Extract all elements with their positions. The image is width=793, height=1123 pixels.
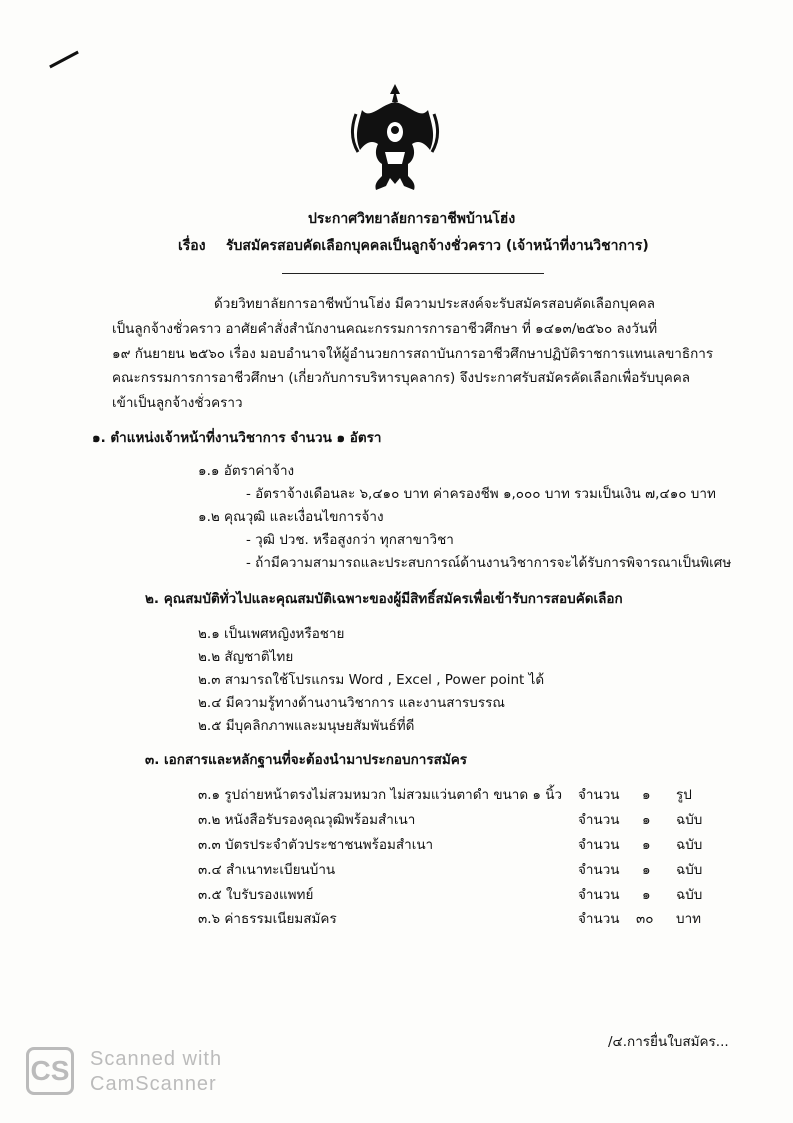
document-unit: บาท — [676, 911, 702, 927]
document-qty-label: จำนวน — [578, 911, 620, 927]
list-item: ๒.๒ สัญชาติไทย — [198, 649, 294, 665]
section1-2-label: ๑.๒ คุณวุฒิ และเงื่อนไขการจ้าง — [198, 509, 384, 525]
section2-heading: ๒. คุณสมบัติทั่วไปและคุณสมบัติเฉพาะของผู้มีสิทธิ์สมัครเพื่อเข้ารับการสอบคัดเลือก — [145, 591, 623, 607]
document-qty-label: จำนวน — [578, 837, 620, 853]
watermark-line1: Scanned with — [90, 1048, 223, 1070]
intro-line: เข้าเป็นลูกจ้างชั่วคราว — [112, 395, 243, 411]
document-unit: ฉบับ — [676, 862, 703, 878]
document-qty-label: จำนวน — [578, 812, 620, 828]
document-unit: รูป — [676, 787, 692, 803]
title-divider — [282, 273, 544, 274]
intro-line: คณะกรรมการการอาชีวศึกษา (เกี่ยวกับการบริหารบุคลากร) จึงประกาศรับสมัครคัดเลือกเพื่อรับบุคคล — [112, 370, 691, 386]
document-qty: ๓๐ — [636, 911, 654, 927]
document-qty: ๑ — [642, 787, 651, 803]
document-unit: ฉบับ — [676, 812, 703, 828]
list-item: ๒.๔ มีความรู้ทางด้านงานวิชาการ และงานสารบรรณ — [198, 695, 505, 711]
document-label: ๓.๖ ค่าธรรมเนียมสมัคร — [198, 911, 337, 927]
document-qty-label: จำนวน — [578, 787, 620, 803]
document-label: ๓.๒ หนังสือรับรองคุณวุฒิพร้อมสำเนา — [198, 812, 416, 828]
document-qty: ๑ — [642, 837, 651, 853]
watermark-line2: CamScanner — [90, 1073, 217, 1095]
section1-2-detail: - ถ้ามีความสามารถและประสบการณ์ด้านงานวิชาการจะได้รับการพิจารณาเป็นพิเศษ — [246, 555, 732, 571]
list-item: ๒.๑ เป็นเพศหญิงหรือชาย — [198, 626, 345, 642]
camscanner-logo-icon: CS — [26, 1047, 74, 1095]
list-item: ๒.๕ มีบุคลิกภาพและมนุษยสัมพันธ์ที่ดี — [198, 718, 415, 734]
pen-mark — [49, 51, 79, 69]
document-label: ๓.๔ สำเนาทะเบียนบ้าน — [198, 862, 336, 878]
list-item: ๒.๓ สามารถใช้โปรแกรม Word , Excel , Power point ได้ — [198, 672, 545, 688]
section1-2-detail: - วุฒิ ปวช. หรือสูงกว่า ทุกสาขาวิชา — [246, 532, 454, 548]
continuation-note: /๔.การยื่นใบสมัคร... — [608, 1034, 729, 1050]
intro-line: ด้วยวิทยาลัยการอาชีพบ้านโฮ่ง มีความประสงค์จะรับสมัครสอบคัดเลือกบุคคล — [214, 296, 656, 312]
subject-text: รับสมัครสอบคัดเลือกบุคคลเป็นลูกจ้างชั่วคราว (เจ้าหน้าที่งานวิชาการ) — [226, 238, 649, 254]
document-label: ๓.๑ รูปถ่ายหน้าตรงไม่สวมหมวก ไม่สวมแว่นตาดำ ขนาด ๑ นิ้ว — [198, 787, 563, 803]
document-unit: ฉบับ — [676, 887, 703, 903]
document-label: ๓.๕ ใบรับรองแพทย์ — [198, 887, 314, 903]
section1-1-detail: - อัตราจ้างเดือนละ ๖,๔๑๐ บาท ค่าครองชีพ ๑,๐๐๐ บาท รวมเป็นเงิน ๗,๔๑๐ บาท — [246, 486, 716, 502]
document-qty: ๑ — [642, 887, 651, 903]
section1-1-label: ๑.๑ อัตราค่าจ้าง — [198, 463, 295, 479]
subject-label: เรื่อง — [178, 238, 206, 254]
section1-heading: ๑. ตำแหน่งเจ้าหน้าที่งานวิชาการ จำนวน ๑ อัตรา — [92, 430, 382, 446]
garuda-emblem-icon — [350, 80, 440, 195]
document-unit: ฉบับ — [676, 837, 703, 853]
section3-heading: ๓. เอกสารและหลักฐานที่จะต้องนำมาประกอบการสมัคร — [145, 752, 468, 768]
intro-line: เป็นลูกจ้างชั่วคราว อาศัยคำสั่งสำนักงานคณะกรรมการการอาชีวศึกษา ที่ ๑๔๑๓/๒๕๖๐ ลงวันที่ — [112, 321, 658, 337]
announcement-title: ประกาศวิทยาลัยการอาชีพบ้านโฮ่ง — [308, 211, 516, 227]
document-label: ๓.๓ บัตรประจำตัวประชาชนพร้อมสำเนา — [198, 837, 434, 853]
intro-line: ๑๙ กันยายน ๒๕๖๐ เรื่อง มอบอำนาจให้ผู้อำนวยการสถาบันการอาชีวศึกษาปฏิบัติราชการแทนเลขาธิการ — [112, 346, 714, 362]
document-qty: ๑ — [642, 812, 651, 828]
document-qty-label: จำนวน — [578, 862, 620, 878]
document-qty: ๑ — [642, 862, 651, 878]
document-qty-label: จำนวน — [578, 887, 620, 903]
